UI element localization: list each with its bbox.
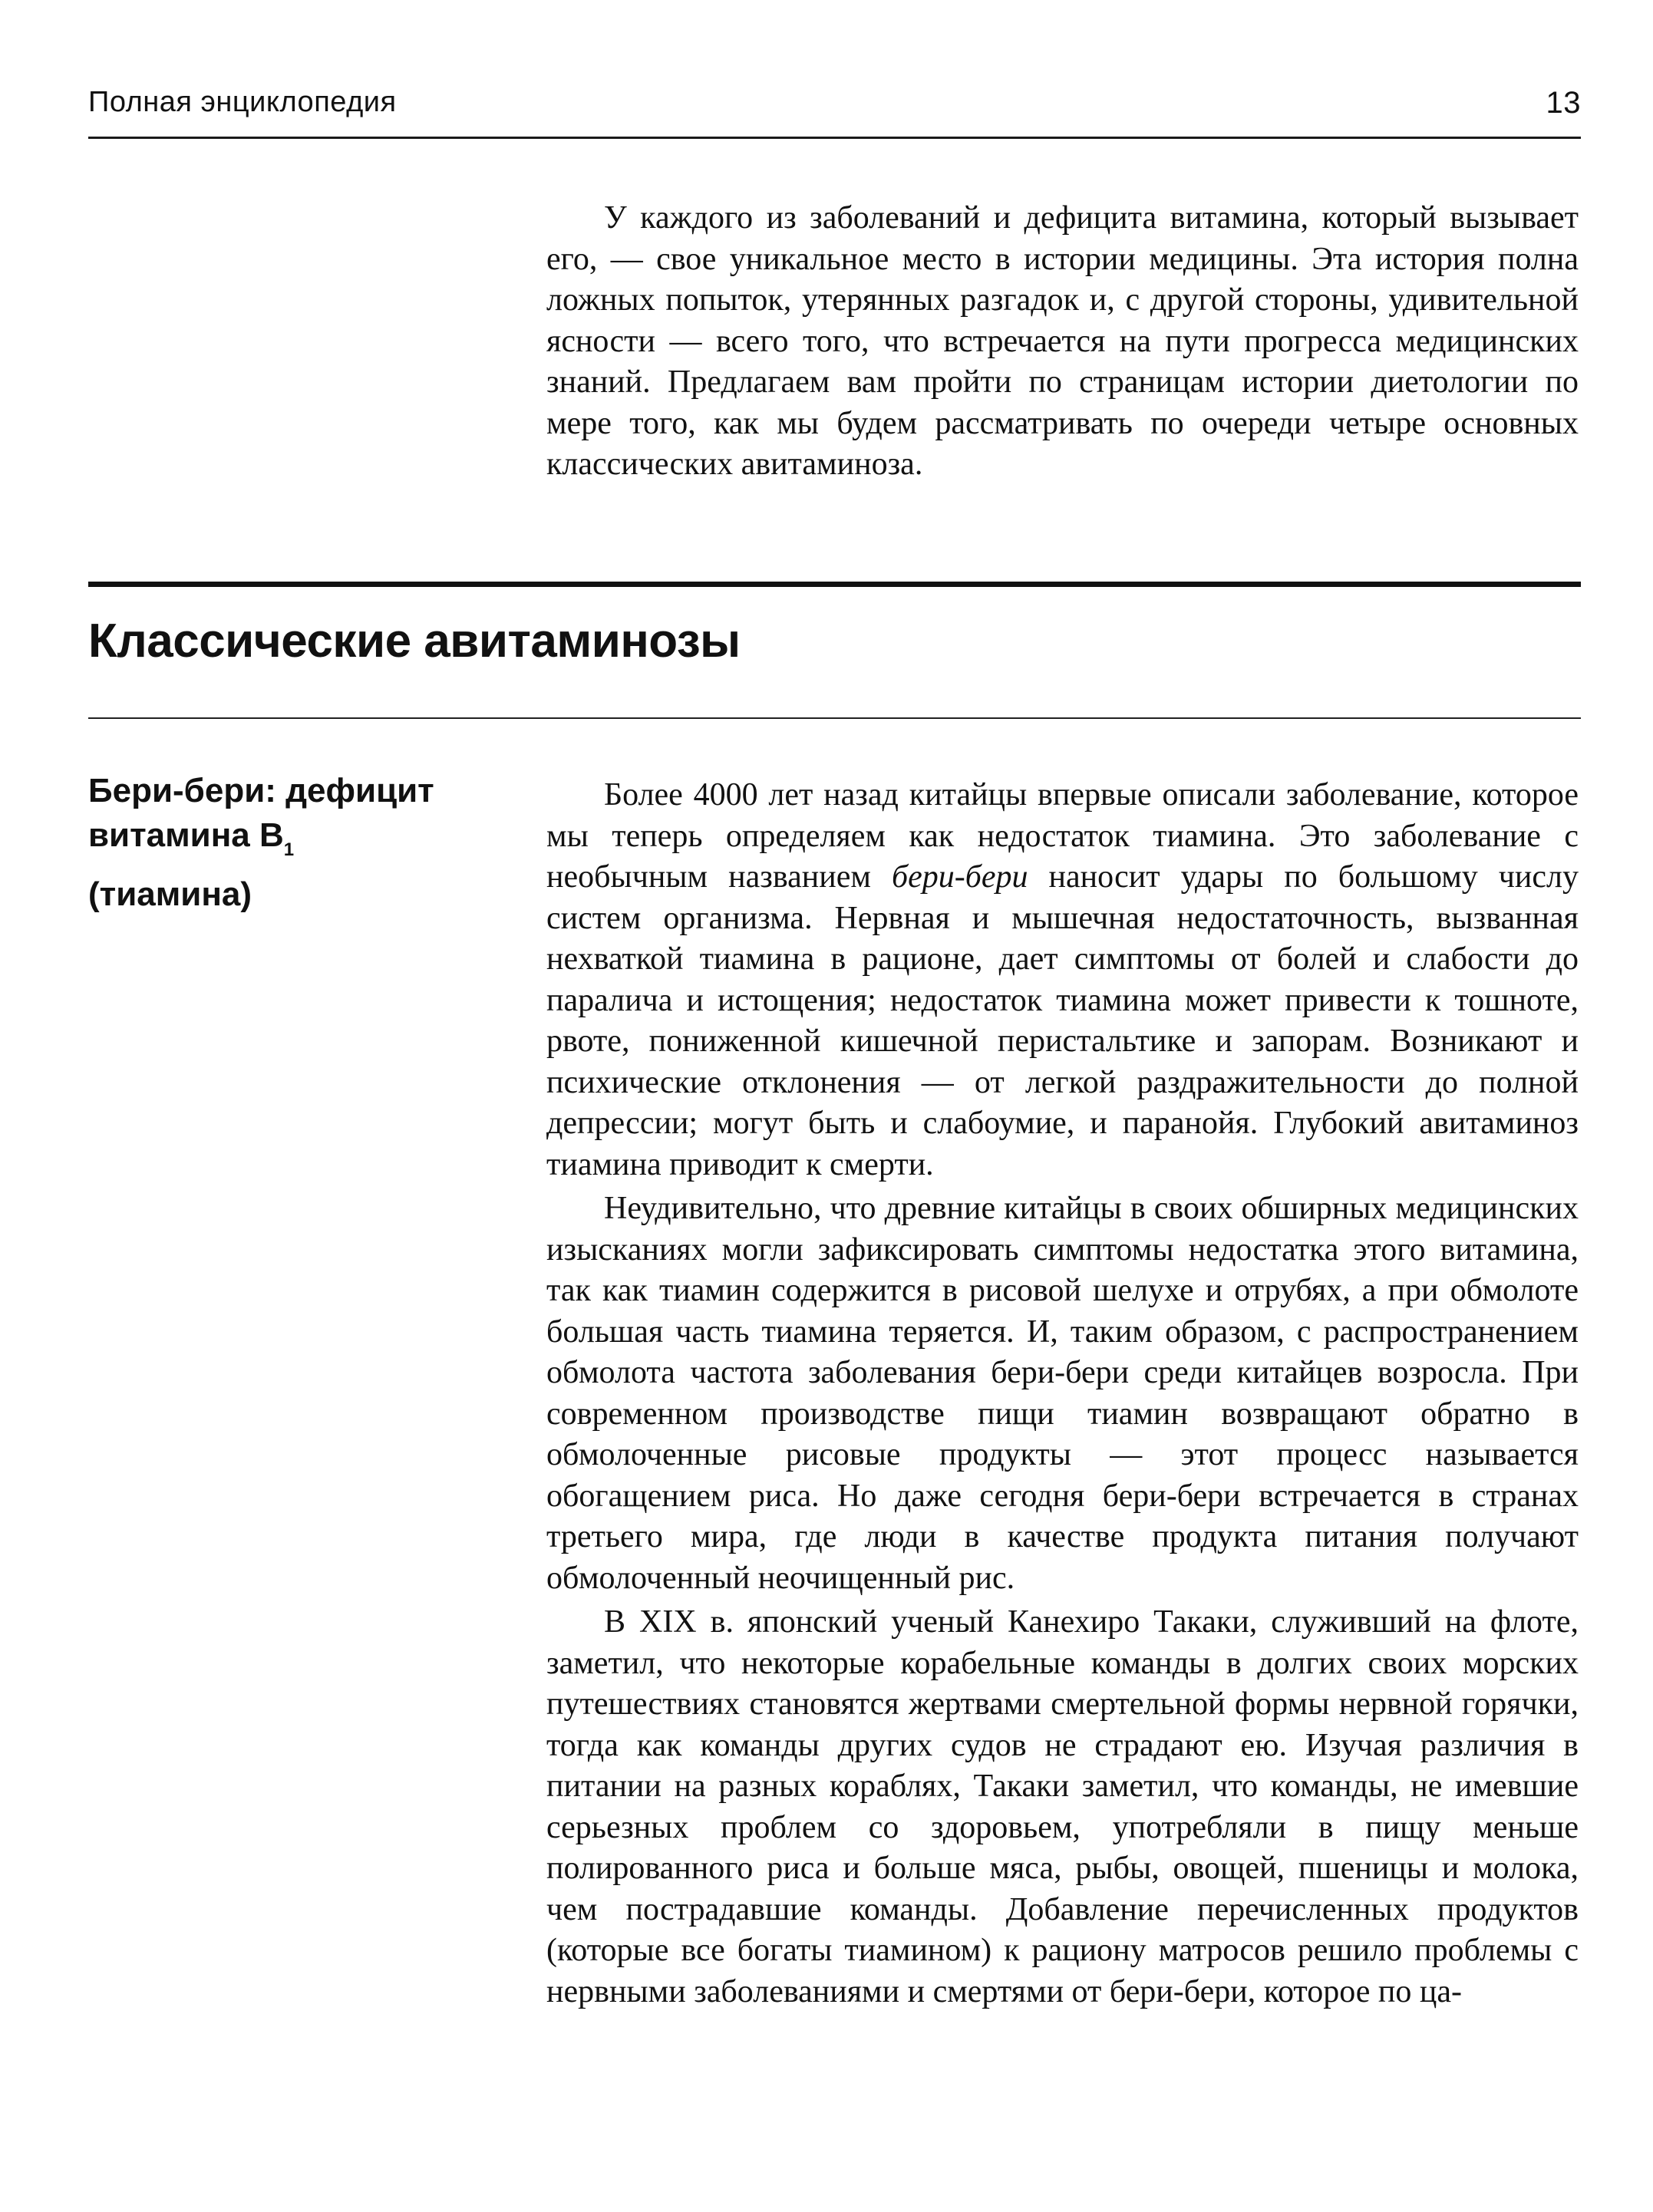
body-paragraph-1-part-a: Более 4000 лет назад китайцы впервые описали заболевание, которое мы теперь определяем как недостаток тиамина. Это заболевание с необычным названием (546, 777, 1579, 895)
section-rule-top (88, 582, 1581, 587)
intro-block (546, 198, 1579, 486)
subsection-heading (88, 769, 518, 917)
body-paragraph-1-part-b: наносит удары по большому числу систем организма. Нервная и мышечная недостаточность, вызванная нехваткой тиамина в рационе, дает симптомы от болей и слабости до паралича и истощения; недостаток тиамина может привести к тошноте, рвоте, пониженной кишечной перистальтике и запорам. Возникают и психические отклонения — от легкой раздражительности до полной депрессии; могут быть и слабоумие, и паранойя. Глубокий авитаминоз тиамина приводит к смерти. (546, 859, 1579, 1182)
subsection-heading-subscript: 1 (283, 839, 295, 860)
running-header (88, 86, 1581, 132)
body-text (546, 775, 1579, 2013)
page-number: 13 (1546, 86, 1581, 120)
subsection-heading-line2: витамина B (88, 816, 284, 854)
body-paragraph-3: В XIX в. японский ученый Канехиро Такаки, служивший на флоте, заметил, что некоторые корабельные команды в долгих своих морских путешествиях становятся жертвами смертельной формы нервной горячки, тогда как команды других судов не страдают ею. Изучая различия в питании на разных кораблях, Такаки заметил, что команды, не имевшие серьезных проблем со здоровьем, употребляли в пищу меньше полированного риса и больше мяса, рыбы, овощей, пшеницы и молока, чем пострадавшие команды. Добавление перечисленных продуктов (которые все богаты тиамином) к рациону матросов решило проблемы с нервными заболеваниями и смертями от бери-бери, которое по ца- (546, 1604, 1579, 2009)
body-paragraph-1 (546, 775, 1579, 1185)
section-title: Классические авитаминозы (88, 615, 741, 668)
subsection-heading-line3: (тиамина) (88, 875, 252, 913)
body-paragraph-2: Неудивительно, что древние китайцы в своих обширных медицинских изысканиях могли зафиксировать симптомы недостатка этого витамина, так как тиамин содержится в рисовой шелухе и отрубях, а при обмолоте большая часть тиамина теряется. И, таким образом, с распространением обмолота частота заболевания бери-бери среди китайцев возросла. При современном производстве пищи тиамин возвращают обратно в обмолоченные рисовые продукты — этот процесс называется обогащением риса. Но даже сегодня бери-бери встречается в странах третьего мира, где люди в качестве продукта питания получают обмолоченный неочищенный рис. (546, 1191, 1579, 1596)
running-header-title: Полная энциклопедия (88, 86, 397, 118)
intro-paragraph: У каждого из заболеваний и дефицита витамина, который вызывает его, — свое уникальное место в истории медицины. Эта история полна ложных попыток, утерянных разгадок и, с другой стороны, удивительной ясности — всего того, что встречается на пути прогресса медицинских знаний. Предлагаем вам пройти по страницам истории диетологии по мере того, как мы будем рассматривать по очереди четыре основных классических авитаминоза. (546, 200, 1579, 482)
term-beriberi: бери-бери (891, 859, 1028, 895)
header-rule (88, 137, 1581, 139)
subsection-heading-line1: Бери-бери: дефицит (88, 772, 434, 809)
section-rule-bottom (88, 717, 1581, 719)
